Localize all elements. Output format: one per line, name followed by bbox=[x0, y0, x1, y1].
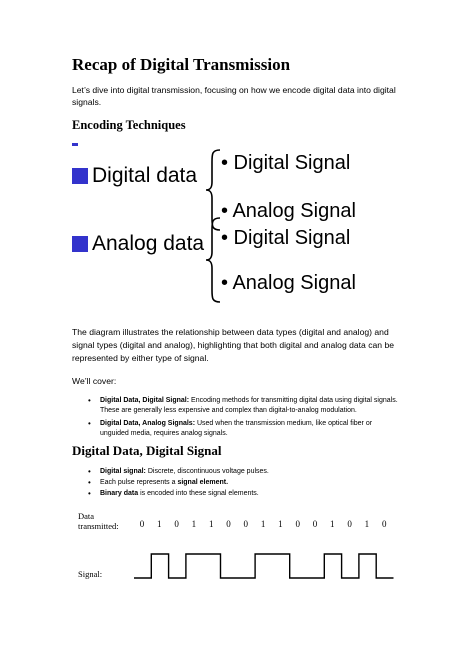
data-label: transmitted: bbox=[78, 521, 119, 531]
bit-value: 1 bbox=[278, 519, 283, 529]
diagram-row-label: Analog data bbox=[92, 232, 205, 255]
diagram-branch: • Analog Signal bbox=[221, 272, 356, 294]
bit-value: 0 bbox=[347, 519, 352, 529]
bit-value: 0 bbox=[312, 519, 318, 529]
page-title: Recap of Digital Transmission bbox=[72, 55, 291, 74]
encoding-heading: Encoding Techniques bbox=[72, 118, 186, 132]
bit-value: 0 bbox=[243, 519, 249, 529]
list-item: • Digital Data, Analog Signals: Used when the transmission medium, like optical fiber or unguided media, requires analog signals. bbox=[72, 419, 402, 439]
signal-line bbox=[134, 554, 394, 578]
diagram-branch: • Analog Signal bbox=[221, 200, 356, 222]
bit-value: 0 bbox=[174, 519, 179, 529]
list-item: • Each pulse represents a signal element. bbox=[72, 478, 402, 488]
bit-value: 1 bbox=[157, 519, 162, 529]
diagram-row-label: Digital data bbox=[92, 164, 198, 187]
bit-value: 0 bbox=[226, 519, 231, 529]
bit-value: 1 bbox=[191, 519, 197, 529]
diagram-branch: • Digital Signal bbox=[221, 152, 351, 174]
data-label: Data bbox=[78, 511, 95, 521]
list-item: • Digital Data, Digital Signal: Encoding methods for transmitting digital data using digital signals. These are generally less expensive and complex than digital-to-analog modulation. bbox=[72, 396, 402, 416]
bit-value: 0 bbox=[381, 519, 387, 529]
bit-value: 1 bbox=[330, 519, 335, 529]
section-heading: Digital Data, Digital Signal bbox=[72, 443, 222, 458]
signal-label: Signal: bbox=[78, 569, 103, 579]
bit-value: 1 bbox=[208, 519, 214, 529]
bit-value: 1 bbox=[364, 519, 370, 529]
intro-paragraph: Let’s dive into digital transmission, focusing on how we encode digital data into digital signals. bbox=[72, 85, 396, 107]
list-item: • Binary data is encoded into these signal elements. bbox=[72, 489, 402, 499]
bit-value: 0 bbox=[139, 519, 145, 529]
bit-value: 1 bbox=[260, 519, 266, 529]
diagram-branch: • Digital Signal bbox=[221, 227, 351, 249]
list-item: • Digital signal: Discrete, discontinuous voltage pulses. bbox=[72, 467, 402, 477]
bit-value: 0 bbox=[295, 519, 300, 529]
diagram-caption: The diagram illustrates the relationship between data types (digital and analog) and signal types (digital and analog), highlighting that both digital and analog data can be represented by either type of signal. bbox=[72, 327, 395, 363]
cover-intro: We’ll cover: bbox=[72, 376, 117, 386]
